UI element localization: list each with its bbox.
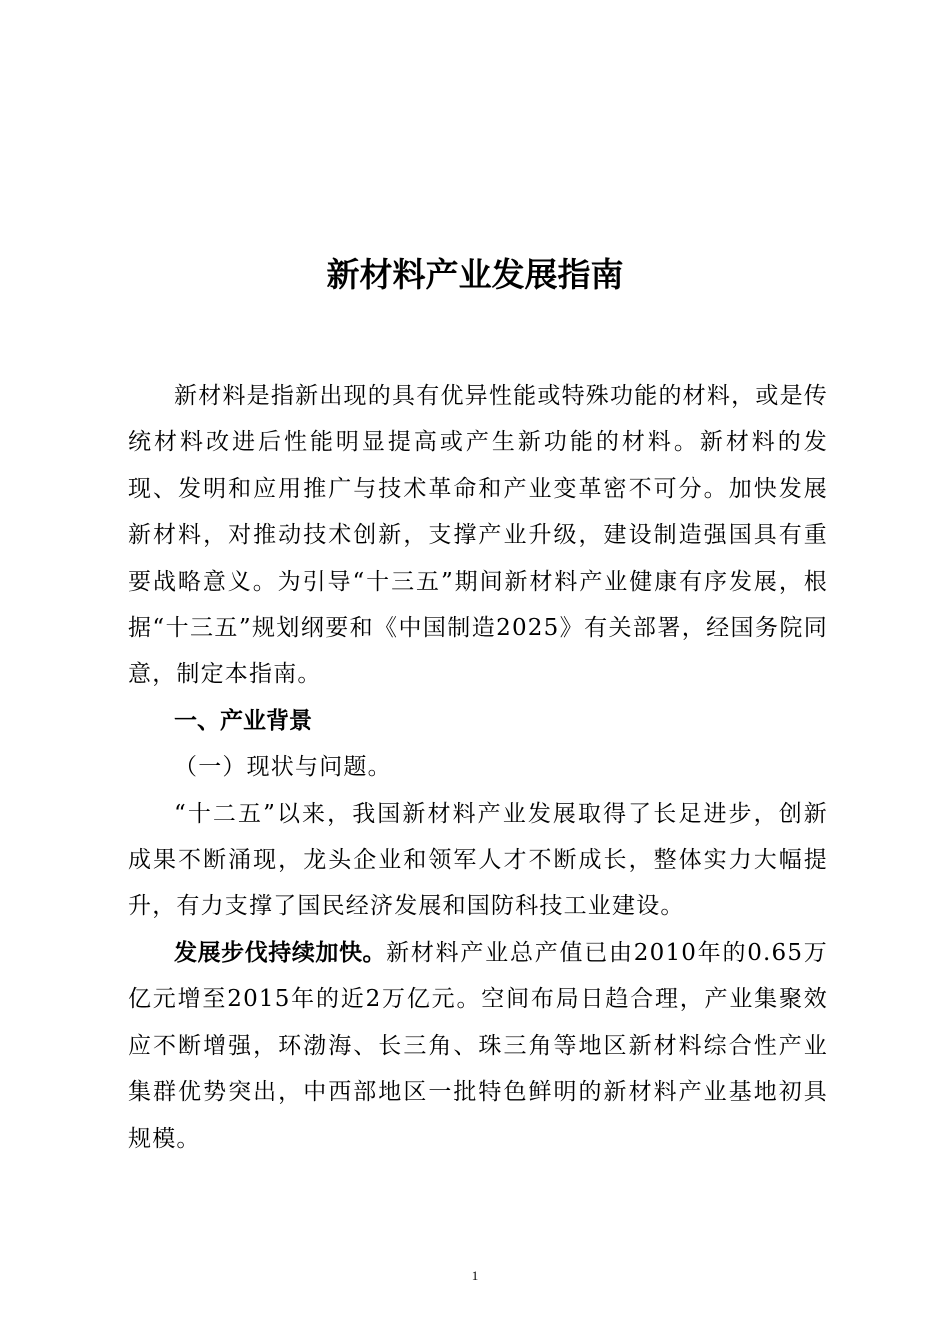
paragraph-development-pace [128,930,828,1162]
paragraph-body-text: 新材料产业总产值已由2010年的0.65万亿元增至2015年的近2万亿元。空间布局日趋合理，产业集聚效应不断增强，环渤海、长三角、珠三角等地区新材料综合性产业集群优势突出，中西部地区一批特色鲜明的新材料产业基地初具规模。 [128,939,828,1152]
document-body [128,373,828,1162]
intro-paragraph: 新材料是指新出现的具有优异性能或特殊功能的材料，或是传统材料改进后性能明显提高或产生新功能的材料。新材料的发现、发明和应用推广与技术革命和产业变革密不可分。加快发展新材料，对推动技术创新，支撑产业升级，建设制造强国具有重要战略意义。为引导“十三五”期间新材料产业健康有序发展，根据“十三五”规划纲要和《中国制造2025》有关部署，经国务院同意，制定本指南。 [128,383,828,688]
paragraph-twelfth-five-year-progress: “十二五”以来，我国新材料产业发展取得了长足进步，创新成果不断涌现，龙头企业和领军人才不断成长，整体实力大幅提升，有力支撑了国民经济发展和国防科技工业建设。 [128,800,828,920]
subsection-heading-status-and-problems: （一）现状与问题。 [174,754,392,781]
paragraph-lead-text: 发展步伐持续加快。 [174,939,387,966]
page-number: 1 [471,1268,479,1283]
document-title: 新材料产业发展指南 [326,255,624,294]
section-heading-industry-background: 一、产业背景 [174,707,312,734]
